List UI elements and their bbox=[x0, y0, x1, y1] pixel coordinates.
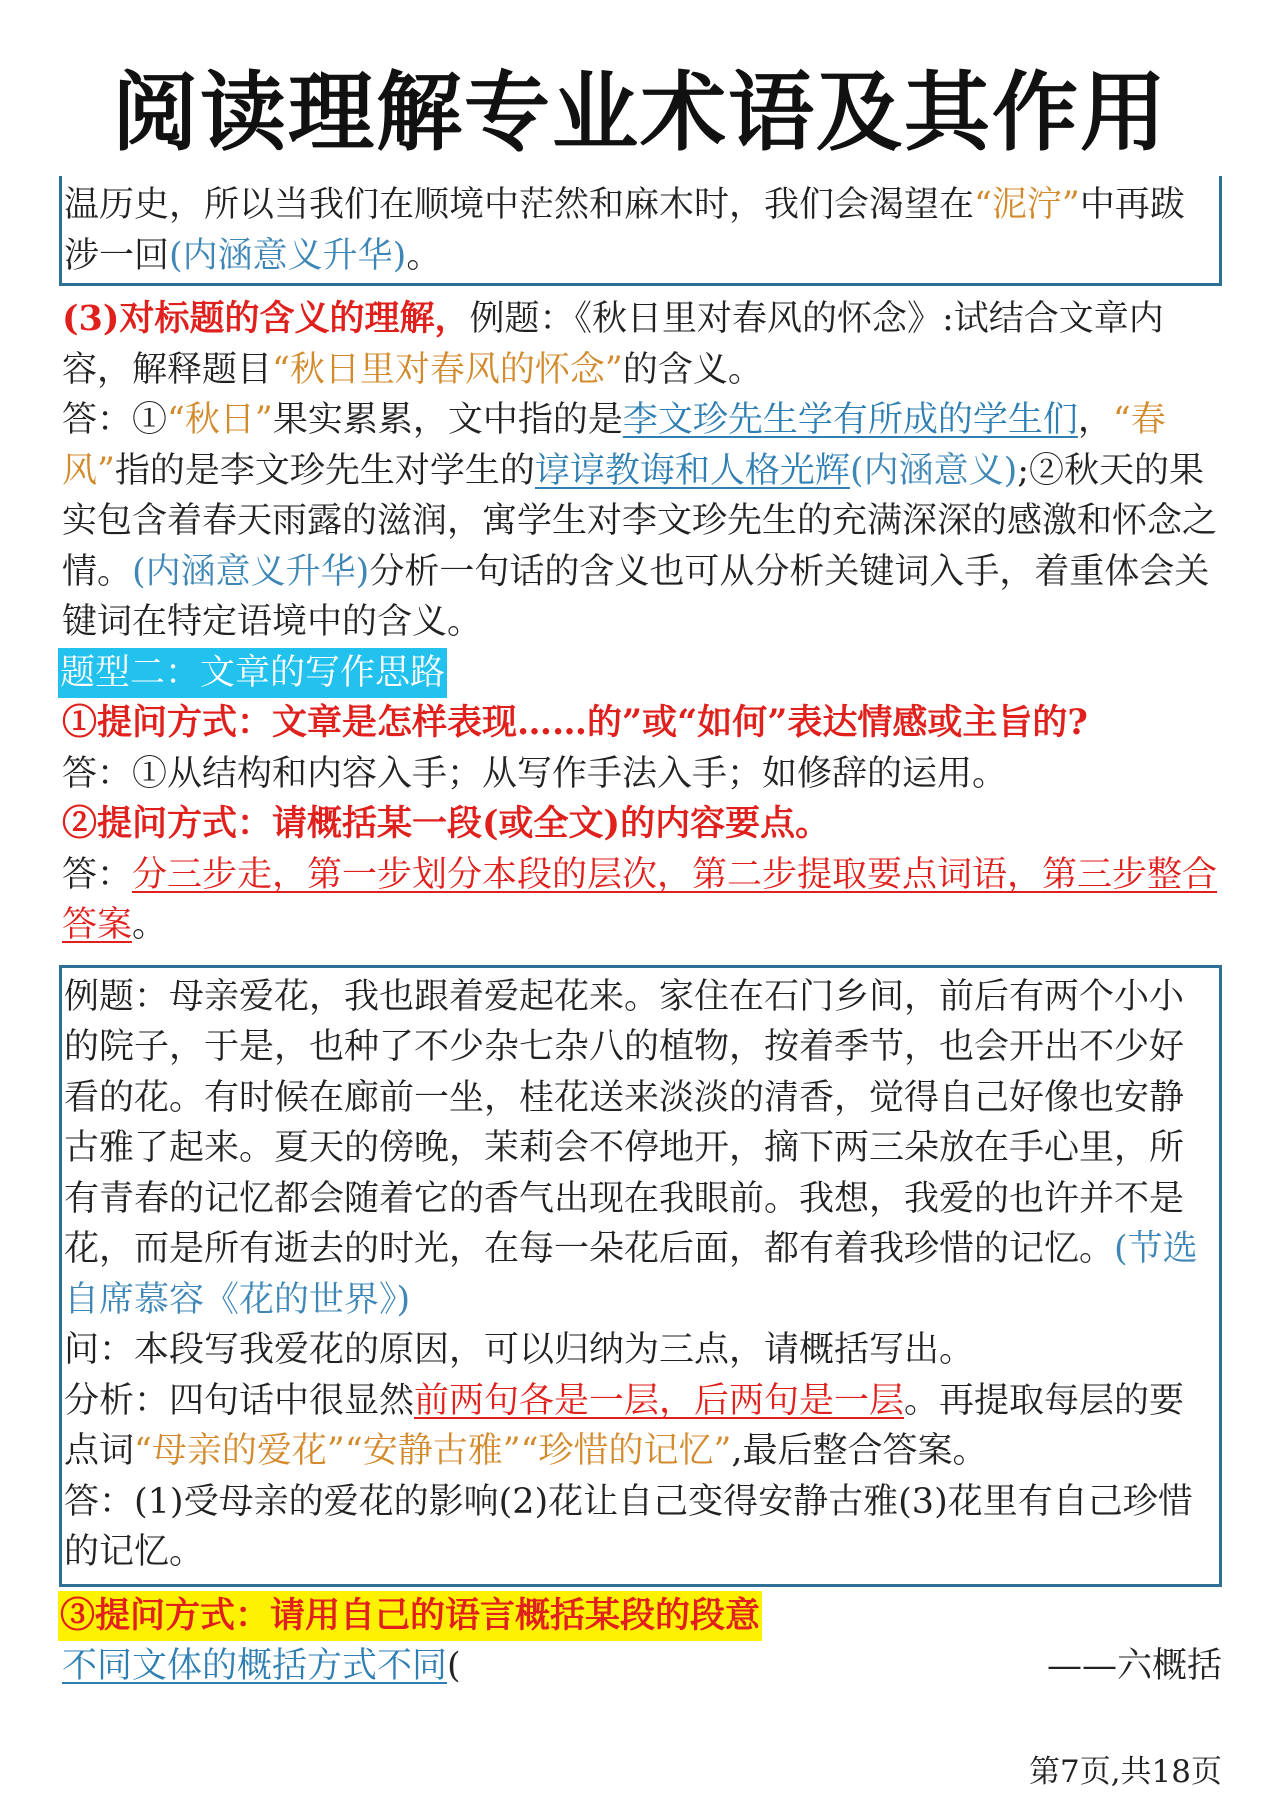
q3-answer-lead: 答：① bbox=[62, 400, 168, 440]
q3-note-upgrade: (内涵意义升华) bbox=[132, 551, 370, 592]
example-analysis bbox=[64, 1376, 1217, 1477]
document-body bbox=[62, 180, 1222, 1691]
example-keyword-2: “安静古雅” bbox=[344, 1431, 521, 1471]
q3-underline-students: 李文珍先生学有所成的学生们 bbox=[622, 400, 1078, 440]
example-passage-text: 例题：母亲爱花，我也跟着爱起花来。家住在石门乡间，前后有两个小小的院子，于是，也种了不少杂七杂八的植物，按着季节，也会开出不少好看的花。有时候在廊前一坐，桂花送来淡淡的清香，觉得自己好像也安静古雅了起来。夏天的傍晚，茉莉会不停地开，摘下两三朵放在手心里，所有青春的记忆都会随着它的香气出现在我眼前。我想，我爱的也许并不是花，而是所有逝去的时光，在每一朵花后面，都有着我珍惜的记忆。 bbox=[64, 976, 1185, 1269]
type2-answer-1: 答：①从结构和内容入手；从写作手法入手；如修辞的运用。 bbox=[62, 753, 1008, 794]
example-passage bbox=[64, 972, 1217, 1326]
page-number: 第7页,共18页 bbox=[1028, 1754, 1222, 1790]
q3-underline-teaching: 谆谆教诲和人格光辉 bbox=[534, 450, 850, 491]
type2-heading-row bbox=[62, 648, 1222, 699]
page-title: 阅读理解专业术语及其作用 bbox=[112, 63, 1168, 163]
example-analysis-text-3: ,最后整合答案。 bbox=[731, 1431, 988, 1471]
example-analysis-text-2: 。再提取每层的要点词 bbox=[64, 1380, 1185, 1471]
last-line-paren: ( bbox=[447, 1646, 461, 1686]
intro-note: (内涵意义升华) bbox=[169, 235, 407, 276]
type2-answer-2 bbox=[62, 850, 1222, 951]
intro-text: 温历史，所以当我们在顺境中茫然和麻木时，我们会渴望在 bbox=[64, 185, 975, 225]
q3-quote-spring: “春风” bbox=[62, 400, 1166, 491]
example-analysis-underline: 前两句各是一层，后两句是一层 bbox=[414, 1380, 905, 1421]
example-keyword-3: “珍惜的记忆” bbox=[520, 1431, 732, 1471]
last-line-right: ——六概括 bbox=[1046, 1646, 1222, 1686]
last-line-left bbox=[62, 1641, 461, 1692]
ask-3-row bbox=[62, 1591, 1222, 1642]
q3-answer-text-2: ， bbox=[1077, 400, 1113, 440]
example-box bbox=[59, 965, 1222, 1587]
intro-paragraph bbox=[64, 180, 1217, 281]
type2-answer-2-lead: 答： bbox=[62, 854, 133, 895]
example-question: 问：本段写我爱花的原因，可以归纳为三点，请概括写出。 bbox=[64, 1330, 975, 1370]
intro-box bbox=[59, 176, 1222, 286]
type2-answer-2-tail: 。 bbox=[132, 905, 168, 945]
intro-text-3: 。 bbox=[406, 235, 442, 276]
q3-title-quote: “秋日里对春风的怀念” bbox=[272, 349, 623, 390]
q3-heading: (3)对标题的含义的理解， bbox=[62, 298, 470, 339]
q3-paragraph bbox=[62, 294, 1222, 395]
type2-ask-1: ①提问方式：文章是怎样表现……的”或“如何”表达情感或主旨的? bbox=[62, 702, 1088, 743]
q3-answer-text-1: 果实累累，文中指的是 bbox=[272, 400, 623, 440]
q3-answer-text-3: 指的是李文珍先生对学生的 bbox=[114, 450, 535, 491]
q3-answer bbox=[62, 395, 1222, 648]
intro-quote: “泥泞” bbox=[974, 185, 1080, 225]
intro-text-2: 中再跋涉一回 bbox=[64, 185, 1185, 276]
example-answer: 答：(1)受母亲的爱花的影响(2)花让自己变得安静古雅(3)花里有自己珍惜的记忆。 bbox=[64, 1481, 1193, 1572]
ask-3-heading: ③提问方式：请用自己的语言概括某段的段意 bbox=[58, 1591, 762, 1642]
example-analysis-lead: 分析：四句话中很显然 bbox=[64, 1380, 415, 1421]
q3-answer-text-5: 分析一句话的含义也可从分析关键词入手，着重体会关键词在特定语境中的含义。 bbox=[62, 551, 1210, 642]
q3-answer-text-4: ;②秋天的果实包含着春天雨露的滋润，寓学生对李文珍先生的充满深深的感激和怀念之情。 bbox=[62, 450, 1218, 592]
q3-quote-autumn: “秋日” bbox=[167, 400, 273, 440]
last-line bbox=[62, 1641, 1222, 1691]
example-keyword-1: “母亲的爱花” bbox=[134, 1431, 345, 1471]
q3-note-meaning: (内涵意义) bbox=[849, 450, 1018, 491]
type2-heading: 题型二：文章的写作思路 bbox=[58, 648, 447, 699]
type2-ask-2: ②提问方式：请概括某一段(或全文)的内容要点。 bbox=[62, 803, 831, 844]
q3-example-lead: 例题：《秋日里对春风的怀念》:试结合文章内容，解释题目 bbox=[62, 299, 1164, 390]
q3-example-tail: 的含义。 bbox=[622, 349, 763, 390]
example-source: (节选自席慕容《花的世界》) bbox=[64, 1229, 1198, 1320]
last-line-underline: 不同文体的概括方式不同 bbox=[62, 1646, 448, 1686]
type2-answer-2-underline: 分三步走，第一步划分本段的层次，第二步提取要点词语，第三步整合答案 bbox=[62, 854, 1218, 945]
